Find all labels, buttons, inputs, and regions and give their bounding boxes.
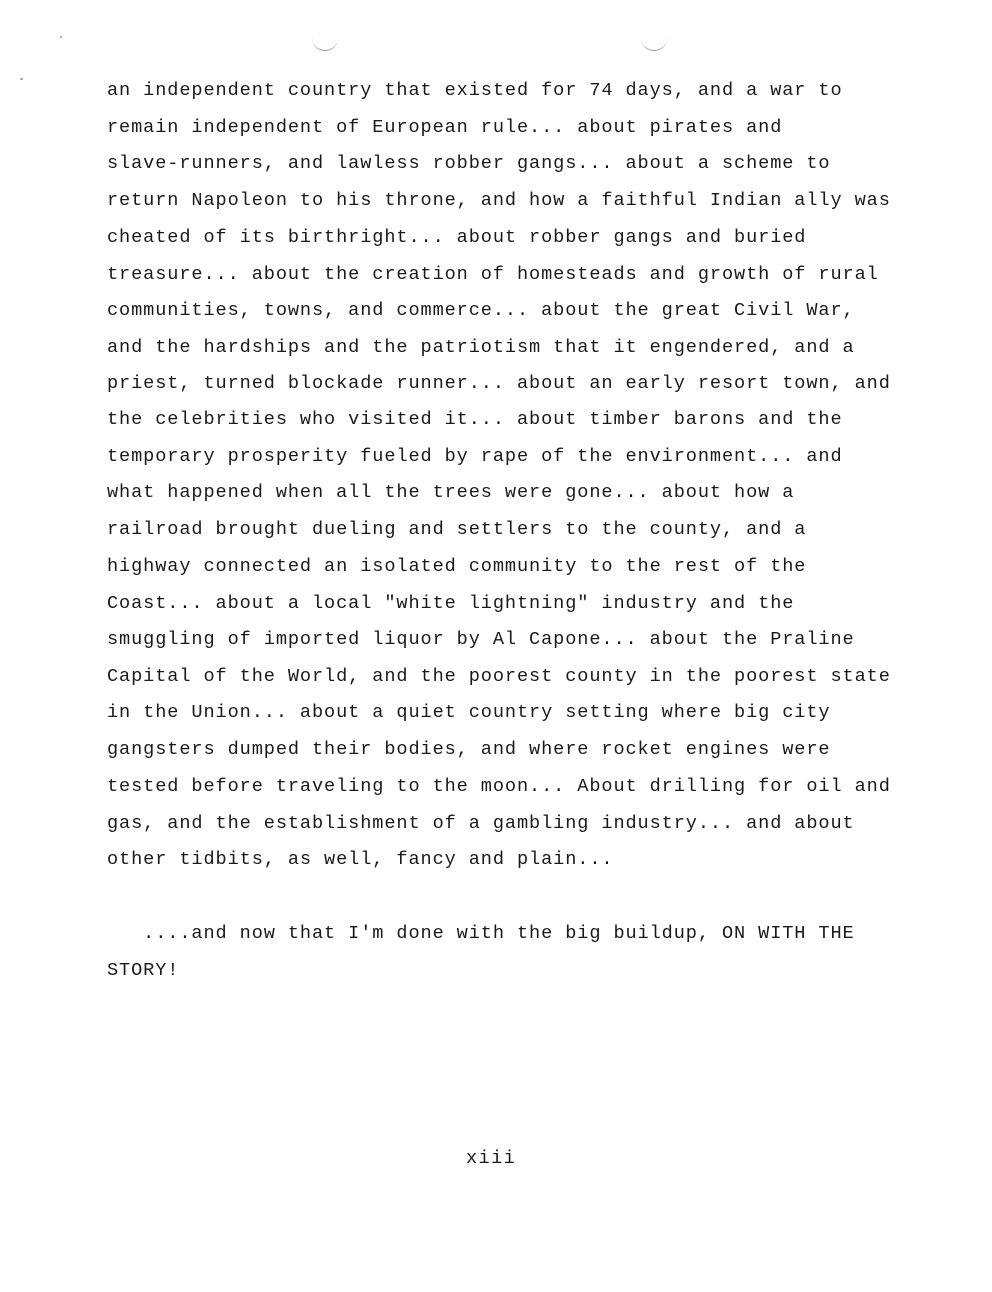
page-number: xiii: [466, 1148, 517, 1169]
body-line: treasure... about the creation of homesteads and growth of rural: [107, 264, 879, 285]
binding-mark-left: [312, 38, 338, 51]
body-line: remain independent of European rule... about pirates and: [107, 117, 783, 138]
scan-speck: [20, 78, 23, 80]
body-line: smuggling of imported liquor by Al Capone... about the Praline: [107, 629, 855, 650]
closing-line: ....and now that I'm done with the big buildup, ON WITH THE: [107, 923, 855, 944]
body-line: what happened when all the trees were gone... about how a: [107, 482, 795, 503]
body-line: the celebrities who visited it... about timber barons and the: [107, 409, 843, 430]
body-line: Coast... about a local "white lightning" industry and the: [107, 593, 795, 614]
binding-mark-right: [641, 38, 667, 51]
body-line: gas, and the establishment of a gambling industry... and about: [107, 813, 855, 834]
scan-speck: [60, 36, 62, 38]
closing-line: STORY!: [107, 960, 180, 981]
body-line: gangsters dumped their bodies, and where rocket engines were: [107, 739, 831, 760]
body-line: slave-runners, and lawless robber gangs... about a scheme to: [107, 153, 831, 174]
body-line: railroad brought dueling and settlers to the county, and a: [107, 519, 807, 540]
body-line: communities, towns, and commerce... about the great Civil War,: [107, 300, 855, 321]
body-line: temporary prosperity fueled by rape of the environment... and: [107, 446, 843, 467]
body-line: highway connected an isolated community to the rest of the: [107, 556, 807, 577]
body-line: Capital of the World, and the poorest county in the poorest state: [107, 666, 891, 687]
body-line: and the hardships and the patriotism that it engendered, and a: [107, 337, 855, 358]
body-line: priest, turned blockade runner... about an early resort town, and: [107, 373, 891, 394]
body-line: tested before traveling to the moon... About drilling for oil and: [107, 776, 891, 797]
body-line: in the Union... about a quiet country setting where big city: [107, 702, 831, 723]
body-line: return Napoleon to his throne, and how a faithful Indian ally was: [107, 190, 891, 211]
body-line: an independent country that existed for 74 days, and a war to: [107, 80, 843, 101]
body-line: other tidbits, as well, fancy and plain...: [107, 849, 614, 870]
body-line: cheated of its birthright... about robber gangs and buried: [107, 227, 807, 248]
